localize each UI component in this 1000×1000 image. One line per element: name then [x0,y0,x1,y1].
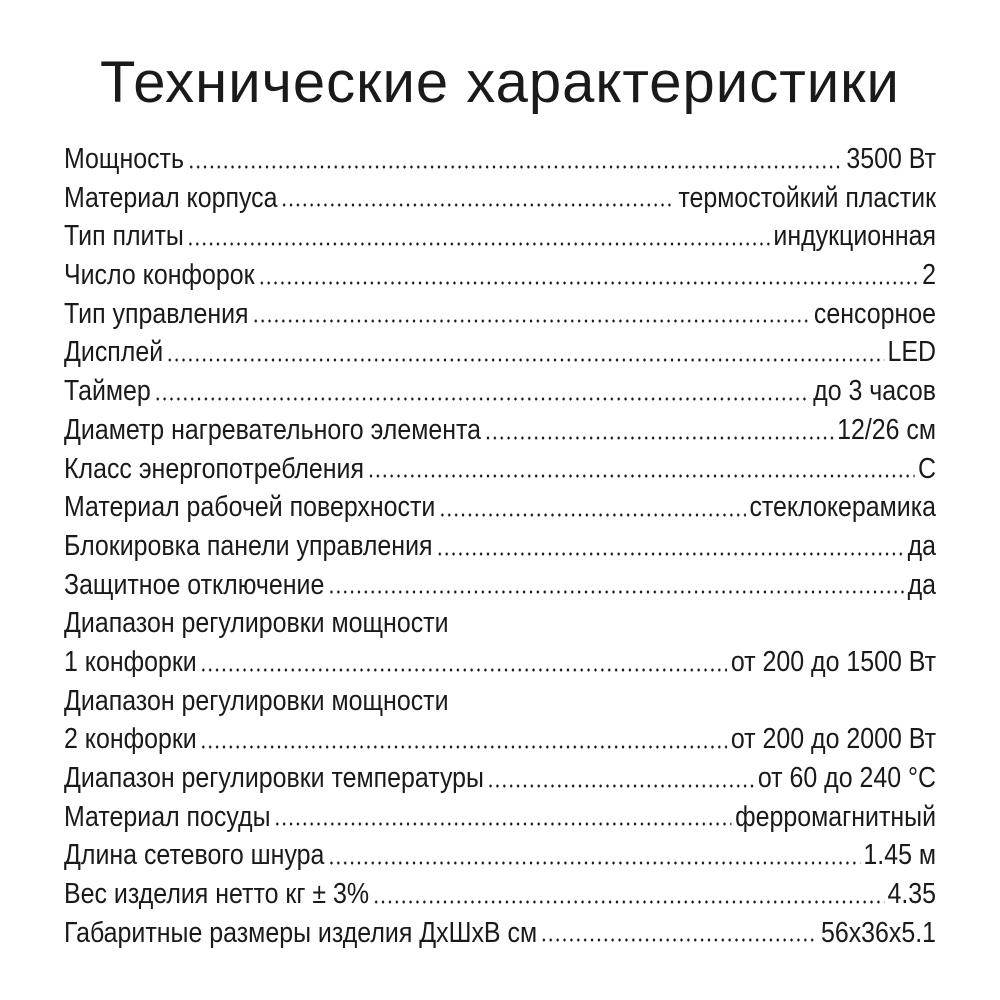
dot-leader [439,512,746,518]
spec-value: от 200 до 1500 Вт [730,645,937,678]
spec-value: индукционная [773,220,937,253]
spec-row-energy-class [64,450,936,489]
spec-row-surface-material [64,488,936,527]
spec-value: 4.35 [887,878,937,911]
spec-heading-power-range-2 [64,682,936,721]
spec-label: Материал корпуса [64,181,278,214]
spec-value: 12/26 см [837,413,937,446]
spec-label: Диапазон регулировки температуры [64,762,484,794]
spec-label: Число конфорок [64,259,255,292]
spec-heading-power-range-1 [64,604,936,643]
dot-leader [484,435,833,441]
spec-value: стеклокерамика [749,491,937,524]
spec-row-power-range-burner-1 [64,643,936,682]
spec-label: Материал посуды [64,800,271,833]
spec-value: от 60 до 240 °С [757,762,937,794]
dot-leader [541,937,818,943]
spec-row-power-range-burner-2 [64,720,936,759]
spec-label: 2 конфорки [64,723,197,756]
spec-value: 56х36х5.1 [820,916,937,949]
dot-leader [200,667,727,673]
spec-value: да [907,529,937,562]
dot-leader [187,164,843,170]
spec-row-power [64,140,936,179]
spec-label: Мощность [64,143,184,175]
dot-leader [281,202,675,208]
spec-label: Материал рабочей поверхности [64,491,436,524]
spec-row-timer [64,372,936,411]
spec-value: 1.45 м [863,839,937,872]
spec-value: ферромагнитный [735,800,937,833]
spec-label: Блокировка панели управления [64,529,433,562]
spec-row-net-weight [64,875,936,914]
spec-row-cookware-material [64,798,936,837]
dot-leader [187,241,770,247]
dot-leader [367,473,914,479]
dot-leader [372,899,884,905]
spec-row-cord-length [64,836,936,875]
spec-value: от 200 до 2000 Вт [730,723,937,756]
spec-value: до 3 часов [813,375,937,408]
spec-heading: Диапазон регулировки мощности [64,684,449,717]
spec-row-display [64,333,936,372]
spec-label: Габаритные размеры изделия ДхШхВ см [64,916,538,949]
dot-leader [154,396,809,402]
spec-label: Диаметр нагревательного элемента [64,413,482,446]
dot-leader [167,357,884,363]
spec-row-dimensions [64,914,936,953]
dot-leader [200,744,727,750]
spec-row-temperature-range [64,759,936,798]
spec-label: Вес изделия нетто кг ± 3% [64,878,370,911]
spec-heading: Диапазон регулировки мощности [64,607,449,640]
spec-label: Класс энергопотребления [64,452,364,485]
spec-label: Защитное отключение [64,568,325,601]
page-title: Технические характеристики [100,50,900,115]
spec-value: термостойкий пластик [678,181,937,214]
spec-label: Таймер [64,375,151,408]
spec-value: да [907,568,937,601]
spec-row-control-type [64,295,936,334]
spec-value: С [918,452,937,485]
dot-leader [487,783,754,789]
dot-leader [252,318,811,324]
spec-label: Тип управления [64,297,249,330]
dot-leader [258,280,919,286]
spec-label: Длина сетевого шнура [64,839,325,872]
spec-row-heating-diameter [64,411,936,450]
spec-label: 1 конфорки [64,645,197,678]
spec-row-safety-shutoff [64,566,936,605]
spec-value: 2 [922,259,937,292]
dot-leader [328,589,904,595]
dot-leader [274,821,732,827]
dot-leader [436,551,904,557]
spec-list [64,140,936,952]
spec-value: сенсорное [813,297,937,330]
dot-leader [328,860,860,866]
spec-row-burner-count [64,256,936,295]
spec-label: Тип плиты [64,220,184,253]
spec-label: Дисплей [64,336,164,369]
spec-value: LED [887,336,937,369]
spec-row-panel-lock [64,527,936,566]
spec-row-stove-type [64,217,936,256]
spec-value: 3500 Вт [846,143,937,175]
spec-row-body-material [64,179,936,218]
